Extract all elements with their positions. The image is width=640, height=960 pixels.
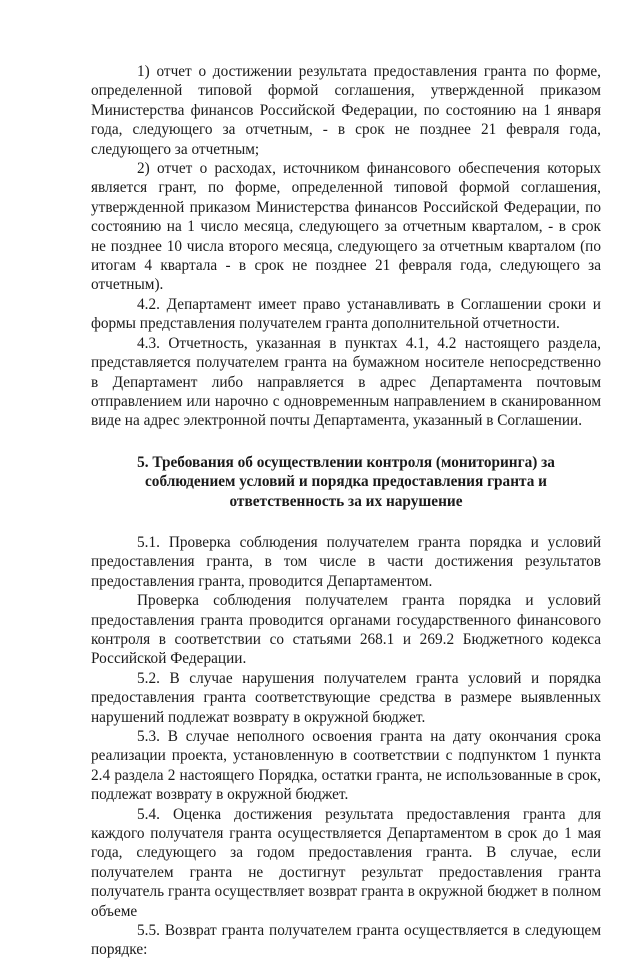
paragraph-4-2: 4.2. Департамент имеет право устанавливать в Соглашении сроки и формы представления получателем гранта дополнительной отчетности. <box>91 295 601 333</box>
paragraph-5-1-control: Проверка соблюдения получателем гранта порядка и условий предоставления гранта проводится органами государственного финансового контроля в соответствии со статьями 268.1 и 269.2 Бюджетного кодекса Российской Федерации. <box>91 592 601 668</box>
paragraph-5-5: 5.5. Возврат гранта получателем гранта осуществляется в следующем порядке: <box>91 922 601 959</box>
paragraph-4-3: 4.3. Отчетность, указанная в пунктах 4.1, 4.2 настоящего раздела, представляется получателем гранта на бумажном носителе непосредственно в Департамент либо направляется в адрес Департамента почтовым отправлением или нарочно с одновременным направлением в сканированном виде на адрес электронной почты Департамента, указанный в Соглашении. <box>91 334 601 430</box>
paragraph-report-expenses: 2) отчет о расходах, источником финансового обеспечения которых является грант, по форме, определенной типовой формой соглашения, утвержденной приказом Министерства финансов Российской Федерации, по состоянию на 1 число месяца, следующего за отчетным кварталом, - в срок не позднее 10 числа второго месяца, следующего за отчетным кварталом (по итогам 4 квартала - в срок не позднее 21 февраля года, следующего за отчетным). <box>91 160 601 294</box>
document-body <box>91 62 601 960</box>
paragraph-5-2: 5.2. В случае нарушения получателем гранта условий и порядка предоставления гранта соответствующие средства в размере выявленных нарушений подлежат возврату в окружной бюджет. <box>91 669 601 726</box>
paragraph-5-3: 5.3. В случае неполного освоения гранта на дату окончания срока реализации проекта, установленную в соответствии с подпунктом 1 пункта 2.4 раздела 2 настоящего Порядка, остатки гранта, не использованные в срок, подлежат возврату в окружной бюджет. <box>91 728 601 804</box>
section-heading-5: 5. Требования об осуществлении контроля (мониторинга) за соблюдением условий и порядка предоставления гранта и ответственность за их нарушение <box>137 453 555 510</box>
paragraph-5-1: 5.1. Проверка соблюдения получателем гранта порядка и условий предоставления гранта, в том числе в части достижения результатов предоставления гранта, проводится Департаментом. <box>91 533 601 590</box>
paragraph-5-4: 5.4. Оценка достижения результата предоставления гранта для каждого получателя гранта осуществляется Департаментом в срок до 1 мая года, следующего за годом предоставления гранта. В случае, если получателем гранта не достигнут результат предоставления гранта получатель гранта осуществляет возврат гранта в окружной бюджет в полном объеме <box>91 805 601 920</box>
paragraph-report-result: 1) отчет о достижении результата предоставления гранта по форме, определенной типовой формой соглашения, утвержденной приказом Министерства финансов Российской Федерации, по состоянию на 1 января года, следующего за отчетным, - в срок не позднее 21 февраля года, следующего за отчетным; <box>91 63 601 158</box>
